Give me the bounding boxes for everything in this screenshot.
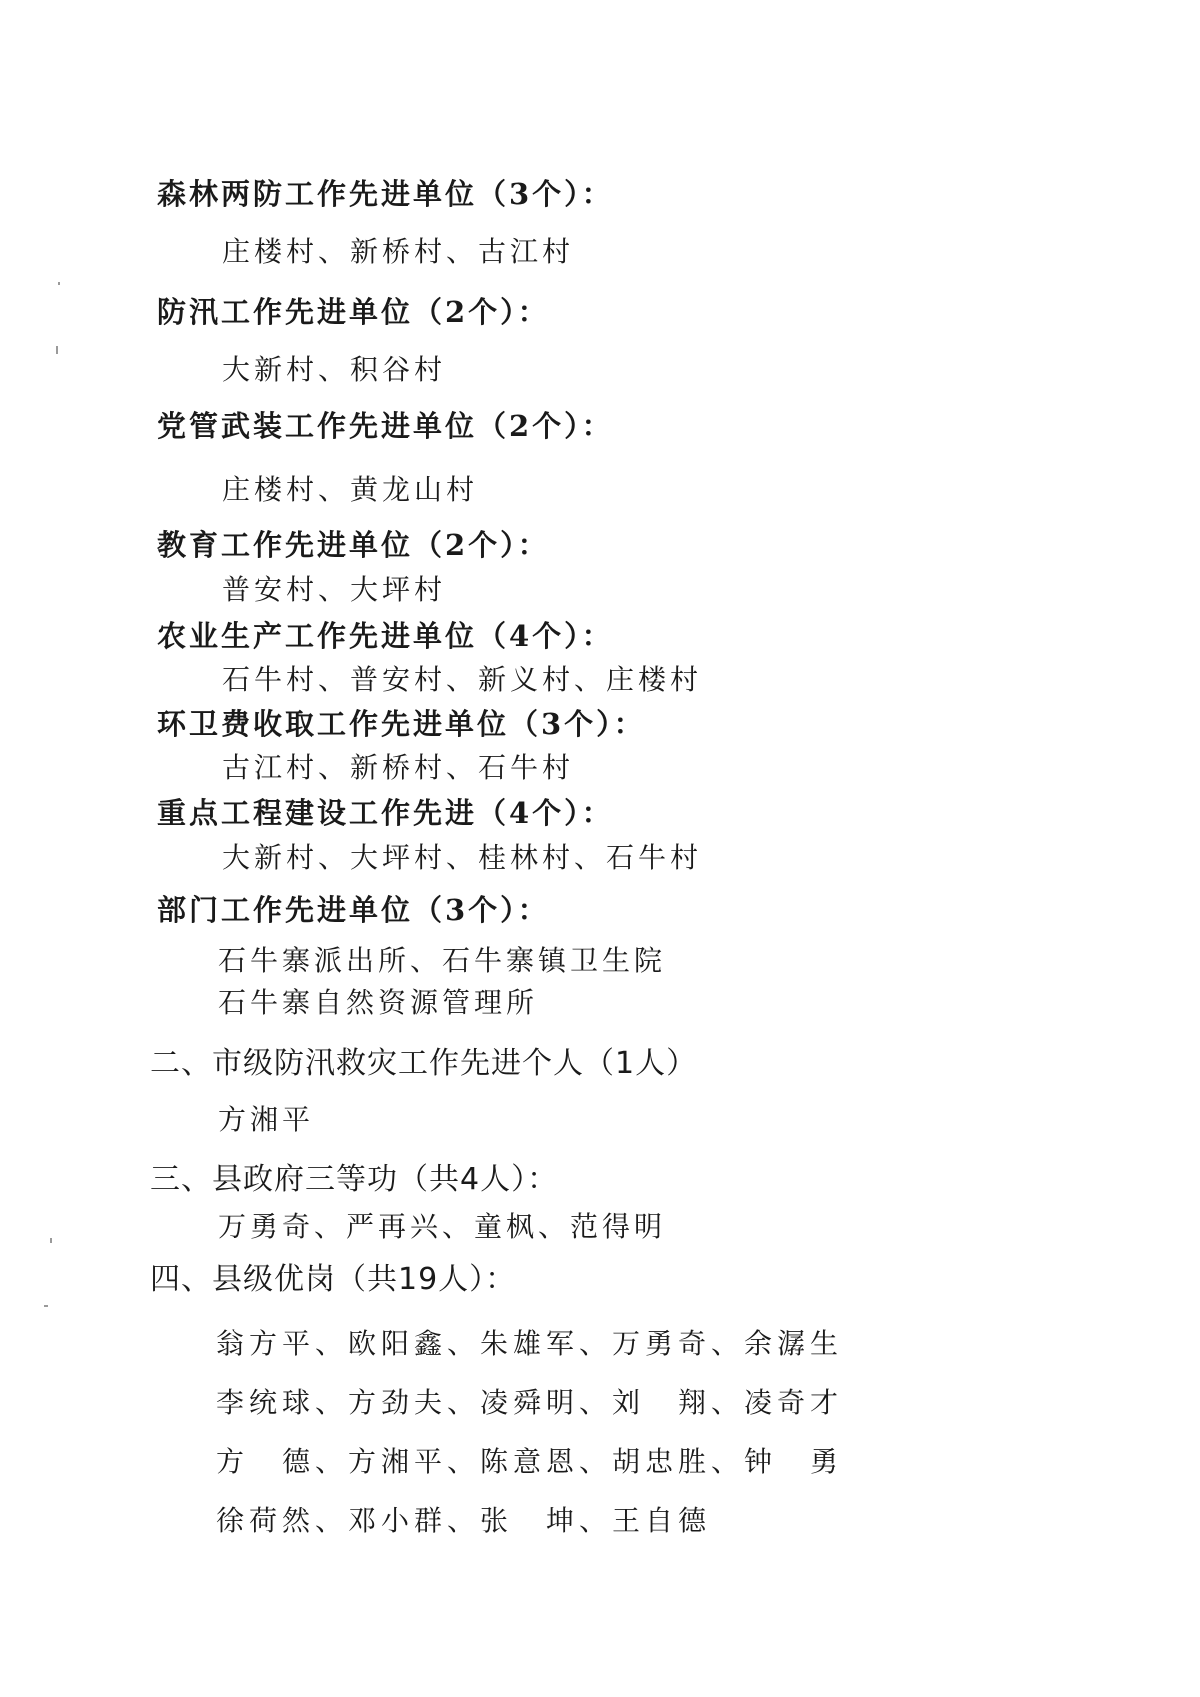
section-4-title: 四、县级优岗（共19人）：	[150, 1262, 517, 1297]
category-items: 大新村、大坪村、桂林村、石牛村	[222, 841, 703, 874]
section-4-row: 徐荷然、邓小群、张 坤、王自德	[216, 1504, 712, 1537]
category-items: 石牛寨派出所、石牛寨镇卫生院	[218, 944, 667, 977]
category-items: 大新村、积谷村	[222, 353, 447, 386]
section-2-items: 方湘平	[218, 1103, 315, 1136]
category-heading: 部门工作先进单位（3个）：	[157, 893, 550, 927]
category-items: 古江村、新桥村、石牛村	[222, 751, 575, 784]
category-heading: 防汛工作先进单位（2个）：	[157, 295, 550, 329]
category-items: 石牛村、普安村、新义村、庄楼村	[222, 663, 703, 696]
category-items: 普安村、大坪村	[222, 573, 447, 606]
scan-speck	[58, 282, 60, 285]
category-heading: 党管武装工作先进单位（2个）：	[157, 409, 614, 443]
scan-speck	[50, 1238, 52, 1243]
section-3-title: 三、县政府三等功（共4人）：	[150, 1162, 559, 1197]
section-4-row: 翁方平、欧阳鑫、朱雄军、万勇奇、余潺生	[216, 1327, 844, 1360]
category-heading: 农业生产工作先进单位（4个）：	[157, 619, 614, 653]
section-3-items: 万勇奇、严再兴、童枫、范得明	[218, 1210, 667, 1243]
scan-speck	[44, 1305, 48, 1307]
category-items-continued: 石牛寨自然资源管理所	[218, 986, 539, 1019]
section-2-title: 二、市级防汛救灾工作先进个人（1人）	[150, 1046, 698, 1081]
category-heading: 环卫费收取工作先进单位（3个）：	[157, 707, 646, 741]
category-heading: 森林两防工作先进单位（3个）：	[157, 177, 614, 211]
scan-speck	[56, 346, 58, 354]
category-heading: 教育工作先进单位（2个）：	[157, 528, 550, 562]
category-heading: 重点工程建设工作先进（4个）：	[157, 796, 614, 830]
section-4-row: 方 德、方湘平、陈意恩、胡忠胜、钟 勇	[216, 1445, 844, 1478]
category-items: 庄楼村、新桥村、古江村	[222, 235, 575, 268]
section-4-row: 李统球、方劲夫、凌舜明、刘 翔、凌奇才	[216, 1386, 844, 1419]
category-items: 庄楼村、黄龙山村	[222, 473, 479, 506]
